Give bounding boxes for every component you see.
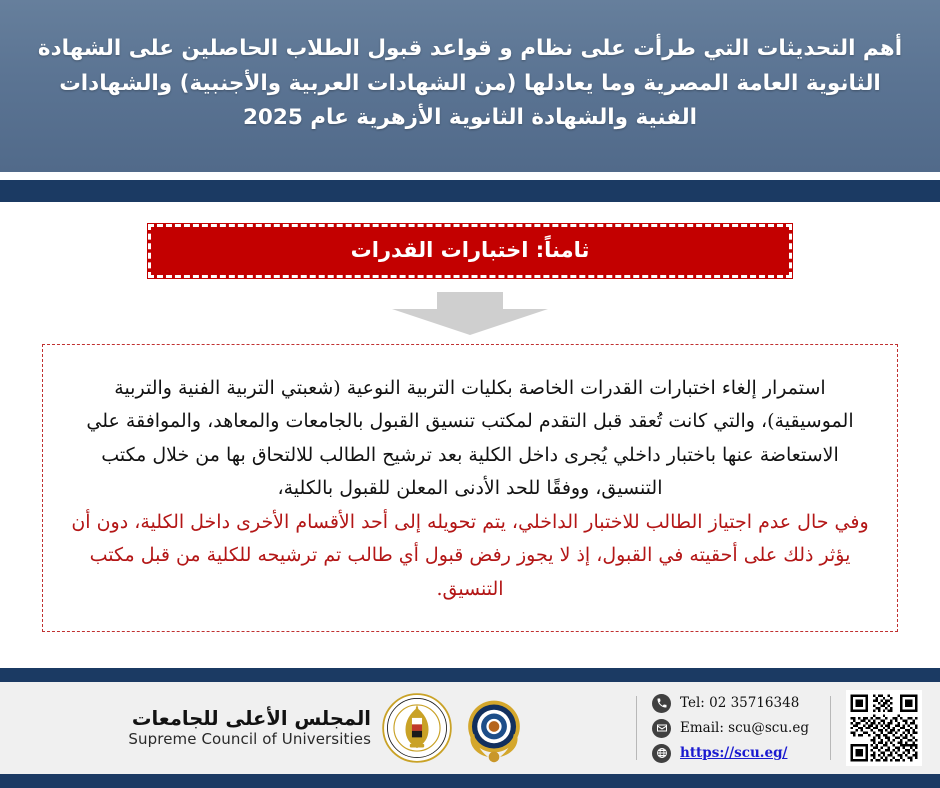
header-banner bbox=[0, 0, 940, 172]
phone-icon bbox=[652, 694, 671, 713]
scu-jubilee-seal-icon bbox=[456, 690, 532, 766]
content-box bbox=[42, 344, 898, 632]
org-name-english: Supreme Council of Universities bbox=[128, 729, 371, 748]
contact-row-website[interactable] bbox=[652, 743, 809, 763]
qr-code-graphic bbox=[848, 692, 920, 764]
header-navy-bar bbox=[0, 180, 940, 202]
main-content-area bbox=[0, 202, 940, 668]
footer-top-bar bbox=[0, 668, 940, 682]
envelope-icon bbox=[652, 719, 671, 738]
globe-icon bbox=[652, 744, 671, 763]
section-banner-label: ثامناً: اختبارات القدرات bbox=[350, 238, 590, 263]
qr-code[interactable] bbox=[846, 690, 922, 766]
footer-divider-right bbox=[830, 696, 831, 760]
organization-names bbox=[128, 708, 371, 748]
footer-divider-left bbox=[636, 696, 637, 760]
footer-bottom-bar bbox=[0, 774, 940, 788]
arrow-head bbox=[392, 309, 548, 335]
contact-row-email bbox=[652, 718, 809, 738]
page-title: أهم التحديثات التي طرأت على نظام و قواعد قبول الطلاب الحاصلين على الشهادة الثانوية العامة المصرية وما يعادلها (من الشهادات العربية والأجنبية) والشهادات الفنية والشهادة الثانوية الأزهرية عام 2025 bbox=[37, 35, 903, 131]
arrow-stem bbox=[437, 292, 503, 309]
header-gap-divider bbox=[0, 172, 940, 180]
organization-logo-group bbox=[128, 692, 453, 764]
footer bbox=[0, 682, 940, 774]
phone-number: Tel: 02 35716348 bbox=[680, 695, 800, 711]
website-link[interactable]: https://scu.eg/ bbox=[680, 745, 788, 761]
section-banner bbox=[148, 224, 792, 278]
egypt-eagle-emblem-icon bbox=[381, 692, 453, 764]
email-address: Email: scu@scu.eg bbox=[680, 720, 809, 736]
content-paragraph-black: استمرار إلغاء اختبارات القدرات الخاصة بكليات التربية النوعية (شعبتي التربية الفنية والتربية الموسيقية)، والتي كانت تُعقد قبل التقدم لمكتب تنسيق القبول بالجامعات والمعاهد، والموافقة علي الاستعاضة عنها باختبار داخلي يُجرى داخل الكلية بعد ترشيح الطالب للالتحاق بها من خلال مكتب التنسيق، ووفقًا للحد الأدنى المعلن للقبول بالكلية، bbox=[86, 376, 854, 500]
contact-row-phone bbox=[652, 693, 809, 713]
org-name-arabic: المجلس الأعلى للجامعات bbox=[131, 707, 371, 731]
contact-information bbox=[652, 693, 809, 763]
content-paragraph-red: وفي حال عدم اجتياز الطالب للاختبار الداخلي، يتم تحويله إلى أحد الأقسام الأخرى داخل الكلية، دون أن يؤثر ذلك على أحقيته في القبول، إذ لا يجوز رفض قبول أي طالب تم ترشيحه للكلية من قبل مكتب التنسيق. bbox=[71, 510, 869, 600]
